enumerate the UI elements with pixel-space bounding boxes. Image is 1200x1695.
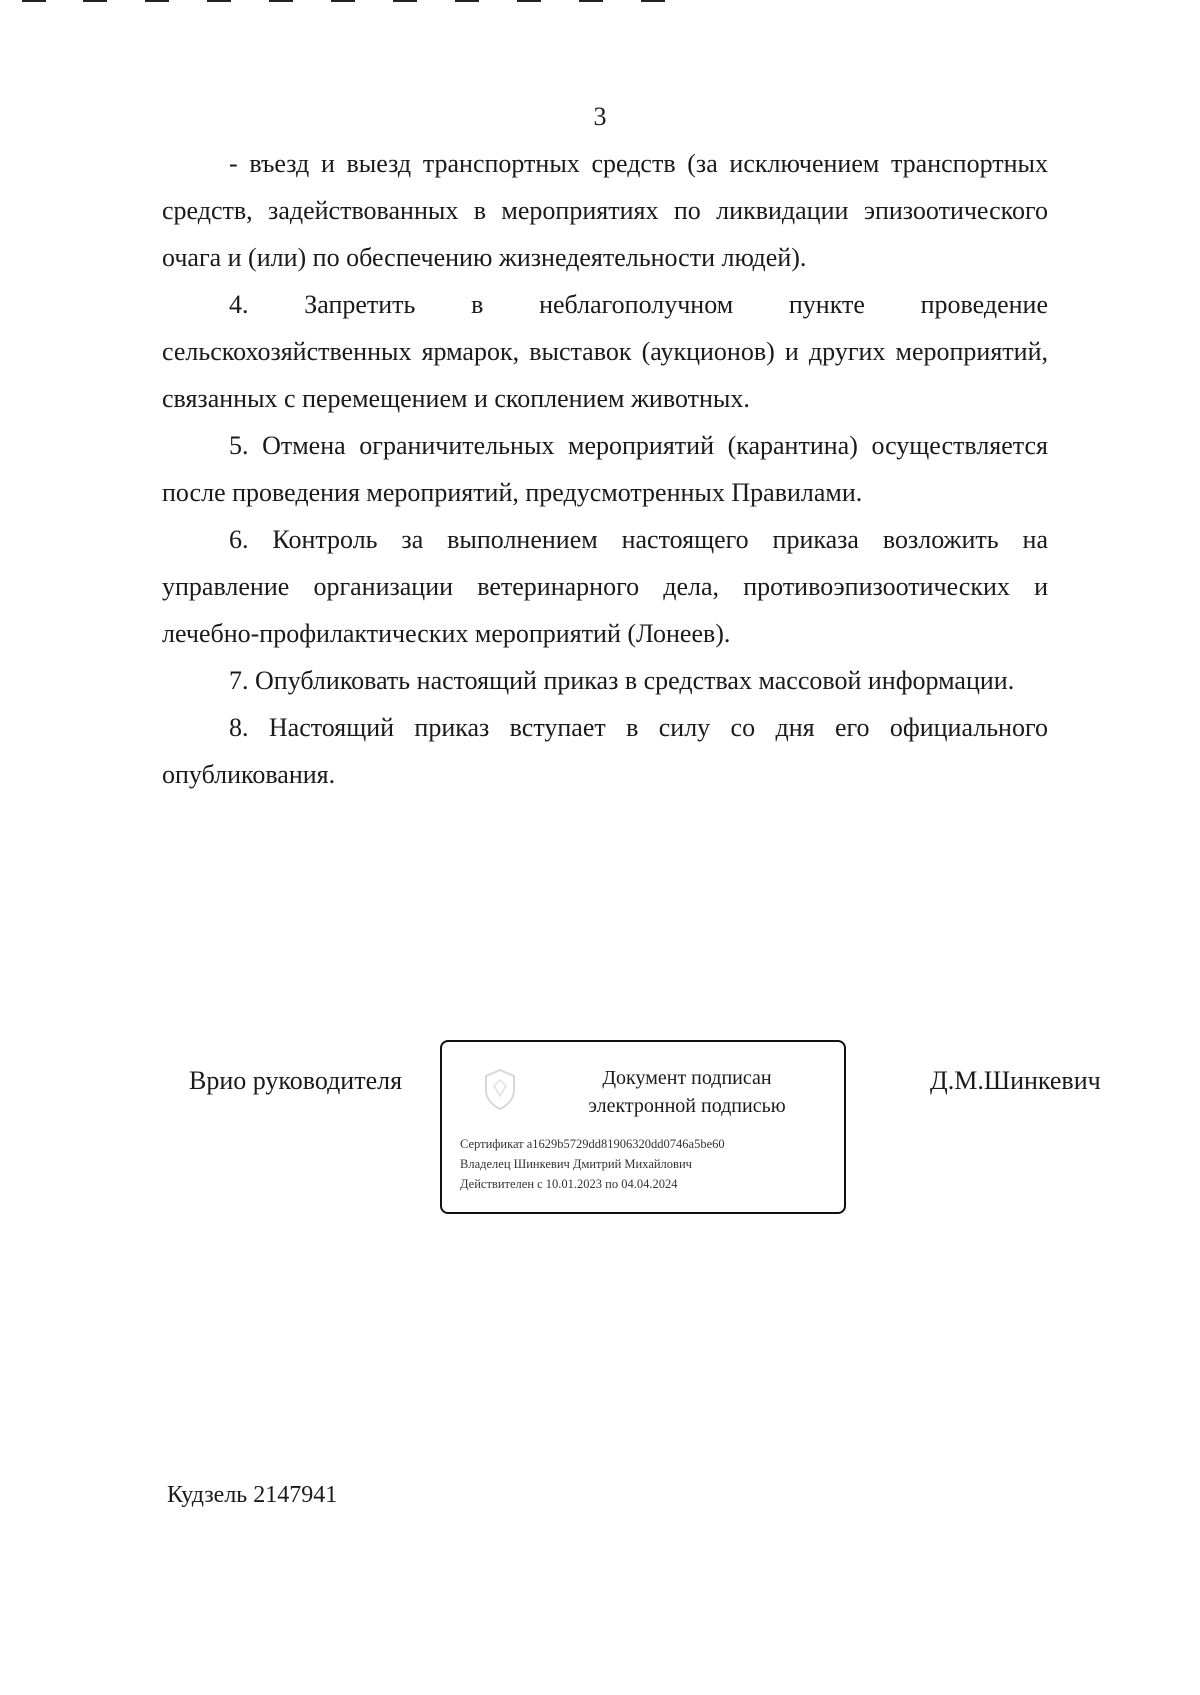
page-number: 3 [593, 102, 607, 131]
signer-title: Врио руководителя [189, 1066, 403, 1095]
stamp-heading-line2: электронной подписью [588, 1095, 786, 1117]
stamp-owner: Владелец Шинкевич Дмитрий Михайлович [460, 1157, 692, 1171]
paragraph-4-ban-events: 4. Запретить в неблагополучном пункте проведение сельскохозяйственных ярмарок, выставок (аукционов) и других мероприятий, связанных с перемещением и скоплением животных. [162, 290, 1048, 413]
stamp-heading [552, 1064, 822, 1120]
document-body [162, 140, 1048, 798]
stamp-heading-line1: Документ подписан [602, 1067, 772, 1089]
paragraph-entry-exit: - въезд и выезд транспортных средств (за исключением транспортных средств, задействованных в мероприятиях по ликвидации эпизоотического очага и (или) по обеспечению жизнедеятельности людей). [162, 149, 1048, 272]
paragraph-6-control: 6. Контроль за выполнением настоящего приказа возложить на управление организации ветеринарного дела, противоэпизоотических и лечебно-профилактических мероприятий (Лонеев). [162, 525, 1048, 648]
emblem-icon [480, 1066, 520, 1112]
paragraph-8-effective: 8. Настоящий приказ вступает в силу со дня его официального опубликования. [162, 713, 1048, 789]
signature-block [0, 1040, 1200, 1230]
stamp-validity: Действителен с 10.01.2023 по 04.04.2024 [460, 1177, 678, 1191]
paragraph-7-publish: 7. Опубликовать настоящий приказ в средствах массовой информации. [229, 666, 1015, 695]
top-edge-marks [0, 0, 700, 4]
stamp-certificate: Сертификат a1629b5729dd81906320dd0746a5be60 [460, 1137, 725, 1151]
signer-name: Д.М.Шинкевич [930, 1066, 1101, 1095]
executor-note: Кудзель 2147941 [167, 1482, 338, 1508]
electronic-signature-stamp [440, 1040, 846, 1214]
stamp-details [460, 1134, 840, 1194]
paragraph-5-quarantine-cancel: 5. Отмена ограничительных мероприятий (карантина) осуществляется после проведения мероприятий, предусмотренных Правилами. [162, 431, 1048, 507]
